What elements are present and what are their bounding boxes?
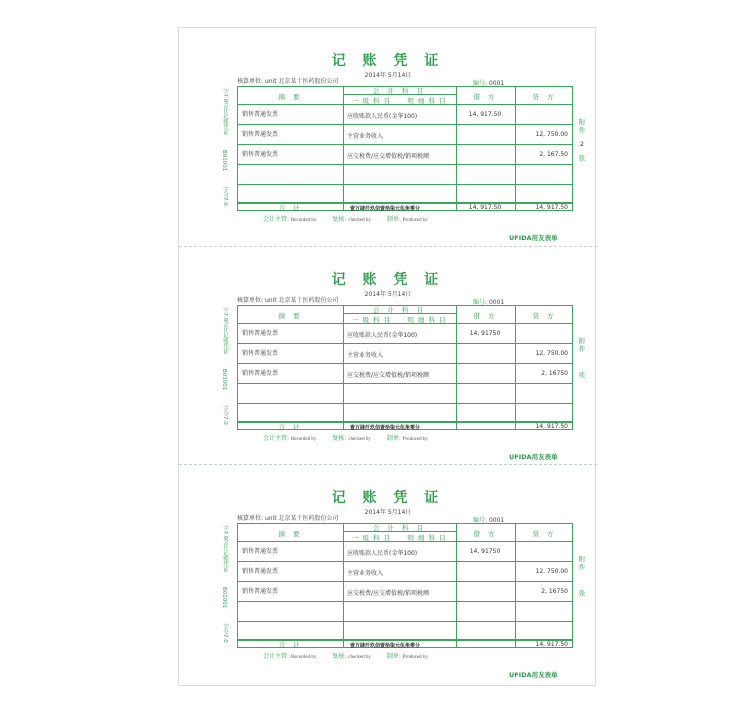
checker-en: checked by — [348, 218, 371, 223]
row-account: 主营业务收入 — [347, 570, 384, 577]
header-level1: 一 级 科 目 — [351, 534, 392, 542]
attachments — [576, 337, 588, 379]
voucher-date: 2014年 5月14日 — [364, 72, 412, 79]
row-credit: 12, 750.00 — [535, 568, 568, 575]
voucher-sheet — [178, 27, 596, 686]
checker-label: 复核: — [332, 653, 347, 660]
accounting-unit — [237, 76, 339, 85]
header-detail: 明 细 科 目 — [407, 97, 447, 105]
supervisor-en: Recorded by — [290, 218, 317, 223]
header-credit: 贷 方 — [532, 530, 557, 538]
voucher-number-label: 编号: — [473, 80, 488, 87]
attachment-label: 附件 — [578, 118, 586, 134]
row-summary: 销售普通发票 — [242, 151, 279, 158]
voucher-table — [237, 86, 573, 211]
total-credit: 14, 917.50 — [535, 204, 568, 211]
side-text-version: 字分7.0 — [222, 623, 228, 643]
checker-en: checked by — [348, 655, 371, 660]
total-in-words: 壹万肆仟玖佰壹拾柒元伍角零分 — [350, 643, 421, 649]
header-level1: 一 级 科 目 — [351, 97, 392, 105]
side-text-form: 字7.0会计记账凭证 — [222, 88, 228, 136]
total-in-words: 壹万肆仟玖佰壹拾柒元伍角零分 — [350, 206, 421, 212]
header-debit: 借 方 — [473, 93, 498, 101]
supervisor-label: 会计主管: — [263, 435, 290, 442]
voucher-table — [237, 305, 573, 430]
side-margin-text — [221, 525, 231, 655]
row-account: 应交税费/应交增值税/销项税额 — [347, 590, 430, 597]
attachment-unit: 张 — [578, 589, 586, 597]
accounting-unit — [237, 295, 339, 304]
supervisor-label: 会计主管: — [263, 216, 290, 223]
row-summary: 销售普通发票 — [242, 330, 279, 337]
header-level1: 一 级 科 目 — [351, 316, 392, 324]
row-account: 主营业务收入 — [347, 133, 384, 140]
total-debit: 14, 917.50 — [468, 204, 502, 211]
checker-en: checked by — [348, 437, 371, 442]
voucher-date: 2014年 5月14日 — [364, 291, 412, 298]
voucher-3 — [179, 464, 597, 683]
row-account: 应收账款人民币(金华100) — [347, 113, 418, 120]
side-text-version: 字分7.0 — [222, 186, 228, 206]
brand-logo: UFIDA用友表单 — [509, 453, 558, 461]
total-label: 合 计 — [278, 204, 303, 212]
supervisor-en: Recorded by — [290, 655, 317, 660]
side-text-form: 字7.0会计记账凭证 — [222, 307, 228, 355]
side-text-form: 字7.0会计记账凭证 — [222, 525, 228, 573]
checker-label: 复核: — [332, 216, 347, 223]
row-debit: 14, 917.50 — [468, 111, 502, 118]
attachment-unit: 张 — [578, 154, 586, 162]
signature-line — [263, 214, 442, 223]
row-credit: 12, 750.00 — [535, 131, 568, 138]
maker-en: Produced by — [402, 218, 428, 223]
header-detail: 明 细 科 目 — [407, 316, 447, 324]
row-credit: 2, 16750 — [541, 588, 568, 595]
unit-value: unit 北京某十医药股份公司 — [264, 515, 339, 522]
voucher-2 — [179, 246, 597, 465]
header-debit: 借 方 — [473, 312, 498, 320]
total-in-words: 壹万肆仟玖佰壹拾柒元伍角零分 — [350, 425, 421, 431]
maker-en: Produced by — [402, 655, 428, 660]
row-summary: 销售普通发票 — [242, 111, 279, 118]
attachment-count — [576, 359, 588, 365]
side-margin-text — [221, 307, 231, 437]
attachment-count — [576, 577, 588, 583]
voucher-number-label: 编号: — [473, 517, 488, 524]
attachment-label: 附件 — [578, 555, 586, 571]
row-summary: 销售普通发票 — [242, 548, 279, 555]
voucher-number-value: 0001 — [488, 517, 505, 524]
row-debit: 14, 91750 — [469, 330, 501, 337]
total-credit: 14, 917.50 — [535, 641, 568, 648]
attachment-label: 附件 — [578, 337, 586, 353]
attachments — [576, 555, 588, 597]
row-account: 主营业务收入 — [347, 352, 384, 359]
unit-label: 核算单位: — [237, 78, 264, 85]
voucher-title: 记 账 凭 证 — [331, 490, 445, 506]
unit-label: 核算单位: — [237, 297, 264, 304]
unit-value: unit 北京某十医药股份公司 — [264, 78, 339, 85]
side-text-code: B01001 — [221, 369, 227, 391]
total-label: 合 计 — [278, 641, 303, 649]
side-text-code: B01001 — [221, 587, 227, 609]
row-debit: 14, 91750 — [469, 548, 501, 555]
side-text-version: 字分7.0 — [222, 405, 228, 425]
voucher-number-value: 0001 — [488, 80, 505, 87]
header-summary: 摘 要 — [278, 312, 303, 320]
row-account: 应收账款人民币(金华100) — [347, 550, 418, 557]
header-detail: 明 细 科 目 — [407, 534, 447, 542]
side-margin-text — [221, 88, 231, 218]
maker-label: 制单: — [386, 216, 401, 223]
row-summary: 销售普通发票 — [242, 350, 279, 357]
header-account: 会 计 科 目 — [372, 87, 427, 95]
maker-label: 制单: — [386, 435, 401, 442]
side-text-code: B01001 — [221, 150, 227, 172]
brand-logo: UFIDA用友表单 — [509, 234, 558, 242]
voucher-date: 2014年 5月14日 — [364, 509, 412, 516]
signature-line — [263, 651, 442, 660]
row-account: 应交税费/应交增值税/销项税额 — [347, 153, 430, 160]
attachments — [576, 118, 588, 162]
supervisor-en: Recorded by — [290, 437, 317, 442]
row-credit: 2, 167.50 — [539, 151, 568, 158]
voucher-1 — [179, 28, 597, 246]
voucher-number-value: 0001 — [488, 299, 505, 306]
voucher-title: 记 账 凭 证 — [331, 272, 445, 288]
total-credit: 14, 917.50 — [535, 423, 568, 430]
voucher-number-label: 编号: — [473, 299, 488, 306]
total-label: 合 计 — [278, 423, 303, 431]
row-account: 应交税费/应交增值税/销项税额 — [347, 372, 430, 379]
header-credit: 贷 方 — [532, 93, 557, 101]
unit-value: unit 北京某十医药股份公司 — [264, 297, 339, 304]
voucher-title: 记 账 凭 证 — [331, 53, 445, 69]
header-summary: 摘 要 — [278, 93, 303, 101]
row-summary: 销售普通发票 — [242, 568, 279, 575]
unit-label: 核算单位: — [237, 515, 264, 522]
header-debit: 借 方 — [473, 530, 498, 538]
header-account: 会 计 科 目 — [372, 524, 427, 532]
accounting-unit — [237, 513, 339, 522]
row-summary: 销售普通发票 — [242, 131, 279, 138]
brand-logo: UFIDA用友表单 — [509, 671, 558, 679]
maker-en: Produced by — [402, 437, 428, 442]
signature-line — [263, 433, 442, 442]
row-summary: 销售普通发票 — [242, 370, 279, 377]
supervisor-label: 会计主管: — [263, 653, 290, 660]
row-credit: 2, 16750 — [541, 370, 568, 377]
attachment-count: 2 — [579, 140, 585, 148]
attachment-unit: 张 — [578, 371, 586, 379]
maker-label: 制单: — [386, 653, 401, 660]
row-credit: 12, 750.00 — [535, 350, 568, 357]
checker-label: 复核: — [332, 435, 347, 442]
row-summary: 销售普通发票 — [242, 588, 279, 595]
voucher-table — [237, 523, 573, 648]
header-summary: 摘 要 — [278, 530, 303, 538]
header-credit: 贷 方 — [532, 312, 557, 320]
row-account: 应收账款人民币(金华100) — [347, 332, 418, 339]
header-account: 会 计 科 目 — [372, 306, 427, 314]
